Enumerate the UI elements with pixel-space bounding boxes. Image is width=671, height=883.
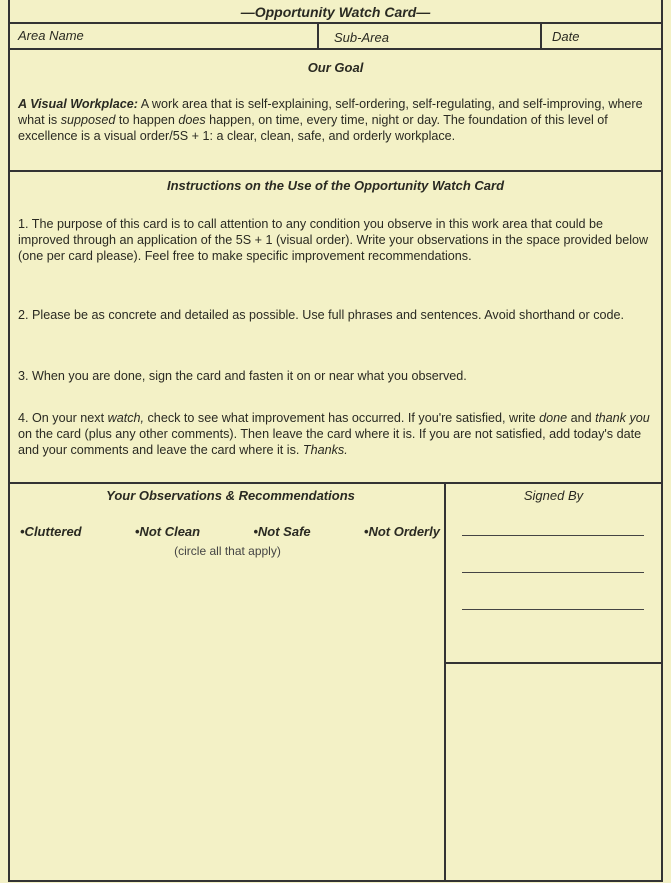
goal-lead: A Visual Workplace: (18, 97, 138, 111)
circle-hint: (circle all that apply) (174, 544, 281, 558)
instruction-1: 1. The purpose of this card is to call attention to any condition you observe in this work area that could be improved through an application of the 5S + 1 (visual order). Write your observations in the space provided below (one per card please). Feel free to make specific improvement recommendations. (18, 217, 649, 263)
signature-line[interactable] (462, 572, 644, 573)
goal-text-part: happen, on time, every time, night or day. The foundation of this level of excellence is a visual order/5S + 1: a clear, clean, safe, and orderly workplace. (18, 113, 608, 143)
divider (10, 22, 661, 24)
area-name-field[interactable]: Area Name (18, 28, 84, 43)
text-emphasis: watch, (107, 411, 145, 425)
text-emphasis: Thanks. (302, 443, 348, 457)
date-field[interactable]: Date (552, 29, 580, 44)
text-emphasis: thank you (595, 411, 650, 425)
text-emphasis: done (539, 411, 568, 425)
divider (317, 22, 319, 48)
goal-emphasis: supposed (60, 113, 116, 127)
instruction-2: 2. Please be as concrete and detailed as possible. Use full phrases and sentences. Avoid shorthand or code. (18, 308, 625, 322)
option-not-clean[interactable]: •Not Clean (134, 524, 201, 539)
goal-text-part: A work area that is self-explaining, self-ordering, self-regulating, and self-improving, where what is (18, 97, 643, 127)
signature-line[interactable] (462, 609, 644, 610)
divider (10, 170, 661, 172)
text-part: and (567, 411, 596, 425)
divider (10, 48, 661, 50)
goal-emphasis: does (178, 113, 206, 127)
divider (444, 482, 446, 880)
option-not-orderly[interactable]: •Not Orderly (363, 524, 440, 539)
card-title: —Opportunity Watch Card— (240, 4, 431, 20)
instruction-3: 3. When you are done, sign the card and fasten it on or near what you observed. (18, 369, 467, 383)
condition-options (20, 524, 440, 539)
goal-heading: Our Goal (307, 60, 364, 75)
divider (540, 22, 542, 48)
instructions-heading: Instructions on the Use of the Opportunity Watch Card (166, 178, 505, 193)
goal-text-part: to happen (115, 113, 179, 127)
signature-line[interactable] (462, 535, 644, 536)
goal-text (18, 96, 651, 144)
divider (10, 482, 661, 484)
sub-area-field[interactable]: Sub-Area (334, 30, 389, 45)
observations-heading: Your Observations & Recommendations (106, 488, 355, 503)
text-part: on the card (plus any other comments). Then leave the card where it is. If you are not satisfied, add today's date and your comments and leave the card where it is. (18, 427, 642, 457)
text-part: check to see what improvement has occurred. If you're satisfied, write (144, 411, 540, 425)
signed-by-label: Signed By (523, 488, 584, 503)
option-cluttered[interactable]: •Cluttered (20, 524, 82, 539)
instruction-4 (18, 410, 651, 458)
divider (446, 662, 661, 664)
text-part: 4. On your next (18, 411, 108, 425)
option-not-safe[interactable]: •Not Safe (253, 524, 311, 539)
opportunity-watch-card (8, 0, 663, 882)
